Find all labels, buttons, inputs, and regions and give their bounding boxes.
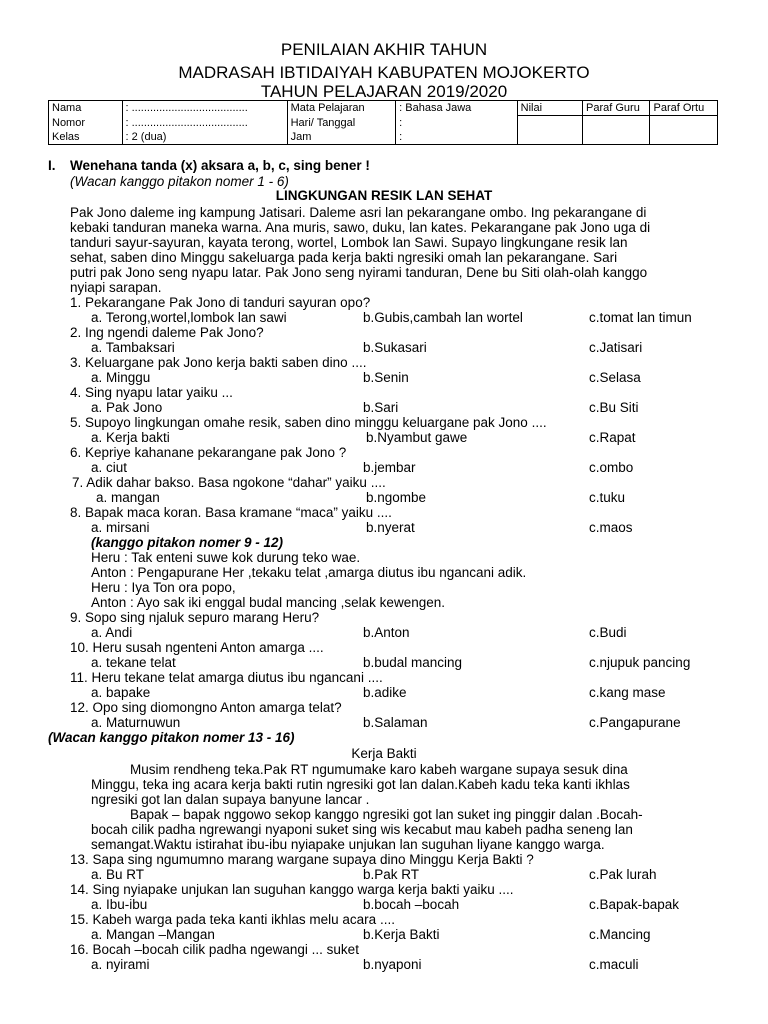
option-3c[interactable]: c.Selasa xyxy=(589,370,641,385)
passage2-line: bocah cilik padha ngrewangi nyaponi suket sing wis kecabut mau kabeh padha seneng lan xyxy=(91,822,633,837)
option-16a[interactable]: a. nyirami xyxy=(91,957,150,972)
passage-note-1: (Wacan kanggo pitakon nomer 1 - 6) xyxy=(70,174,289,189)
label-paraf-guru: Paraf Guru xyxy=(583,101,650,116)
label-nomor: Nomor xyxy=(49,116,123,130)
question-13: 13. Sapa sing ngumumno marang wargane supaya dino Minggu Kerja Bakti ? xyxy=(70,852,534,867)
label-paraf-ortu: Paraf Ortu xyxy=(650,101,718,116)
passage1-line: sehat, saben dino Minggu sakeluarga pada kerja bakti ngresiki omah lan pekarangane. Sari xyxy=(70,250,618,265)
passage-title-2: Kerja Bakti xyxy=(351,746,417,761)
passage-note-3: (Wacan kanggo pitakon nomer 13 - 16) xyxy=(48,730,295,745)
option-16b[interactable]: b.nyaponi xyxy=(363,957,422,972)
dialog-line: Heru : Iya Ton ora popo, xyxy=(91,580,236,595)
option-4c[interactable]: c.Bu Siti xyxy=(589,400,639,415)
label-hari: Hari/ Tanggal xyxy=(287,116,396,130)
passage1-line: Pak Jono daleme ing kampung Jatisari. Daleme asri lan pekarangane ombo. Ing pekarangane di xyxy=(70,205,647,220)
passage2-line: semangat.Waktu istirahat ibu-ibu nyiapake unjukan lan suguhan liyane kanggo warga. xyxy=(91,837,605,852)
option-1a[interactable]: a. Terong,wortel,lombok lan sawi xyxy=(91,310,287,325)
passage1-line: nyiapi sarapan. xyxy=(70,280,162,295)
nilai-box[interactable] xyxy=(517,116,582,145)
option-11c[interactable]: c.kang mase xyxy=(589,685,666,700)
question-4: 4. Sing nyapu latar yaiku ... xyxy=(70,385,233,400)
option-8c[interactable]: c.maos xyxy=(589,520,633,535)
section-number: I. xyxy=(48,158,56,173)
option-2a[interactable]: a. Tambaksari xyxy=(91,340,175,355)
question-2: 2. Ing ngendi daleme Pak Jono? xyxy=(70,325,264,340)
passage1-line: kebaki tanduran maneka warna. Ana muris, sawo, duku, lan kates. Pekarangane pak Jono uga di xyxy=(70,220,651,235)
question-11: 11. Heru tekane telat amarga diutus ibu ngancani .... xyxy=(70,670,383,685)
value-nama[interactable]: : ...................................... xyxy=(122,101,287,116)
passage1-line: putri pak Jono seng nyapu latar. Pak Jono seng nyirami tanduran, Dene bu Siti olah-olah kanggo xyxy=(70,265,648,280)
school-name: MADRASAH IBTIDAIYAH KABUPATEN MOJOKERTO xyxy=(178,63,590,82)
option-7b[interactable]: b.ngombe xyxy=(366,490,427,505)
question-5: 5. Supoyo lingkungan omahe resik, saben dino minggu keluargane pak Jono .... xyxy=(70,415,547,430)
option-12c[interactable]: c.Pangapurane xyxy=(589,715,681,730)
value-kelas: : 2 (dua) xyxy=(122,130,287,145)
option-2c[interactable]: c.Jatisari xyxy=(589,340,643,355)
value-mapel: : Bahasa Jawa xyxy=(396,101,518,116)
passage2-line: Minggu, teka ing acara kerja bakti rutin ngresiki got lan dalan.Kabeh kadu teka kanti ikhlas xyxy=(91,777,630,792)
option-6b[interactable]: b.jembar xyxy=(363,460,416,475)
question-8: 8. Bapak maca koran. Basa kramane “maca” yaiku .... xyxy=(70,505,392,520)
option-13a[interactable]: a. Bu RT xyxy=(91,867,145,882)
option-10a[interactable]: a. tekane telat xyxy=(91,655,176,670)
value-jam: : xyxy=(396,130,518,145)
option-4a[interactable]: a. Pak Jono xyxy=(91,400,163,415)
passage-note-2: (kanggo pitakon nomer 9 - 12) xyxy=(91,535,284,550)
question-12: 12. Opo sing diomongno Anton amarga telat? xyxy=(70,700,342,715)
option-3b[interactable]: b.Senin xyxy=(363,370,409,385)
option-14c[interactable]: c.Bapak-bapak xyxy=(589,897,680,912)
question-3: 3. Keluargane pak Jono kerja bakti saben dino .... xyxy=(70,355,367,370)
value-nomor[interactable]: : ...................................... xyxy=(122,116,287,130)
option-9c[interactable]: c.Budi xyxy=(589,625,627,640)
option-5c[interactable]: c.Rapat xyxy=(589,430,636,445)
option-16c[interactable]: c.maculi xyxy=(589,957,639,972)
option-15a[interactable]: a. Mangan –Mangan xyxy=(91,927,215,942)
option-4b[interactable]: b.Sari xyxy=(363,400,399,415)
option-9b[interactable]: b.Anton xyxy=(363,625,410,640)
option-5b[interactable]: b.Nyambut gawe xyxy=(366,430,468,445)
question-15: 15. Kabeh warga pada teka kanti ikhlas melu acara .... xyxy=(70,912,395,927)
value-hari: : xyxy=(396,116,518,130)
paraf-guru-box[interactable] xyxy=(583,116,650,145)
option-15b[interactable]: b.Kerja Bakti xyxy=(363,927,440,942)
option-1b[interactable]: b.Gubis,cambah lan wortel xyxy=(363,310,523,325)
dialog-line: Anton : Ayo sak iki enggal budal mancing ,selak kewengen. xyxy=(91,595,445,610)
option-12b[interactable]: b.Salaman xyxy=(363,715,428,730)
question-10: 10. Heru susah ngenteni Anton amarga .... xyxy=(70,640,324,655)
question-9: 9. Sopo sing njaluk sepuro marang Heru? xyxy=(70,610,320,625)
question-1: 1. Pekarangane Pak Jono di tanduri sayuran opo? xyxy=(70,295,371,310)
exam-title: PENILAIAN AKHIR TAHUN xyxy=(280,40,488,59)
option-14b[interactable]: b.bocah –bocah xyxy=(363,897,460,912)
question-6: 6. Kepriye kahanane pekarangane pak Jono ? xyxy=(70,445,347,460)
option-11a[interactable]: a. bapake xyxy=(91,685,151,700)
passage2-line: Musim rendheng teka.Pak RT ngumumake karo kabeh wargane supaya sesuk dina xyxy=(130,762,628,777)
label-kelas: Kelas xyxy=(49,130,123,145)
option-5a[interactable]: a. Kerja bakti xyxy=(91,430,170,445)
option-2b[interactable]: b.Sukasari xyxy=(363,340,427,355)
passage-title-1: LINGKUNGAN RESIK LAN SEHAT xyxy=(275,188,493,203)
school-year: TAHUN PELAJARAN 2019/2020 xyxy=(260,82,508,101)
label-nilai: Nilai xyxy=(517,101,582,116)
option-10b[interactable]: b.budal mancing xyxy=(363,655,463,670)
passage1-line: tanduri sayur-sayuran, kayata terong, wortel, Lombok lan Sawi. Supayo lingkungane resik lan xyxy=(70,235,628,250)
option-8b[interactable]: b.nyerat xyxy=(366,520,415,535)
section-instruction: Wenehana tanda (x) aksara a, b, c, sing bener ! xyxy=(70,158,370,173)
dialog-line: Heru : Tak enteni suwe kok durung teko wae. xyxy=(91,550,361,565)
option-12a[interactable]: a. Maturnuwun xyxy=(91,715,181,730)
question-7: 7. Adik dahar bakso. Basa ngokone “dahar” yaiku .... xyxy=(72,475,386,490)
label-jam: Jam xyxy=(287,130,396,145)
option-8a[interactable]: a. mirsani xyxy=(91,520,150,535)
passage2-line: ngresiki got lan dalan supaya banyune lancar . xyxy=(91,792,370,807)
option-3a[interactable]: a. Minggu xyxy=(91,370,151,385)
option-10c[interactable]: c.njupuk pancing xyxy=(589,655,691,670)
option-1c[interactable]: c.tomat lan timun xyxy=(589,310,692,325)
option-7c[interactable]: c.tuku xyxy=(589,490,626,505)
option-13c[interactable]: c.Pak lurah xyxy=(589,867,657,882)
option-6a[interactable]: a. ciut xyxy=(91,460,128,475)
label-nama: Nama xyxy=(49,101,123,116)
option-13b[interactable]: b.Pak RT xyxy=(363,867,420,882)
student-info-table xyxy=(48,100,718,145)
option-9a[interactable]: a. Andi xyxy=(91,625,133,640)
question-14: 14. Sing nyiapake unjukan lan suguhan kanggo warga kerja bakti yaiku .... xyxy=(70,882,514,897)
question-16: 16. Bocah –bocah cilik padha ngewangi ... suket xyxy=(70,942,359,957)
passage2-line: Bapak – bapak nggowo sekop kanggo ngresiki got lan suket ing pinggir dalan .Bocah- xyxy=(130,807,643,822)
paraf-ortu-box[interactable] xyxy=(650,116,718,145)
dialog-line: Anton : Pengapurane Her ,tekaku telat ,amarga diutus ibu ngancani adik. xyxy=(91,565,527,580)
option-7a[interactable]: a. mangan xyxy=(96,490,160,505)
option-6c[interactable]: c.ombo xyxy=(589,460,634,475)
option-11b[interactable]: b.adike xyxy=(363,685,407,700)
option-14a[interactable]: a. Ibu-ibu xyxy=(91,897,148,912)
option-15c[interactable]: c.Mancing xyxy=(589,927,651,942)
label-mapel: Mata Pelajaran xyxy=(287,101,396,116)
